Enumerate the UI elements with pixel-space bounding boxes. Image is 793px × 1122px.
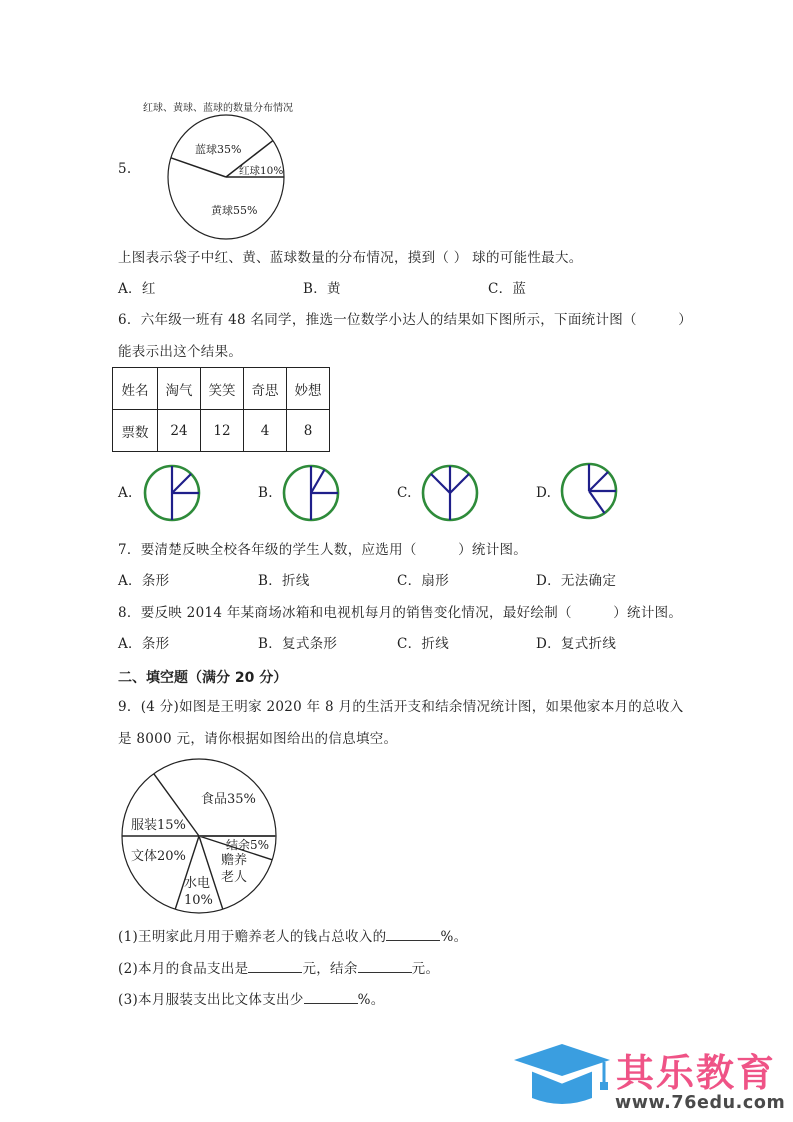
q6-stem-line1: 6．六年级一班有 48 名同学，推选一位数学小达人的结果如下图所示，下面统计图（ ） [118,312,693,328]
table-cell: 淘气 [158,368,201,410]
table-cell: 8 [287,410,330,452]
q6-option-a-label: A. [118,485,133,501]
table-cell: 4 [244,410,287,452]
pie1-label-red: 红球10% [239,165,284,177]
q7-option-a: A．条形 [118,573,170,589]
q9-sub1-unit: %。 [440,929,468,945]
q6-option-c-label: C. [397,485,412,501]
pie2-label-utilities: 水电 [184,876,211,891]
table-cell: 姓名 [113,368,158,410]
table-cell: 笑笑 [201,368,244,410]
pie-chart-expenses [114,751,284,921]
answer-blank[interactable] [304,990,358,1004]
mini-pie-spoke [589,472,608,491]
graduation-cap-icon [512,1040,612,1110]
pie2-label-clothing: 服装15% [131,818,186,833]
pie1-slice-boundary [171,158,226,177]
q5-option-c: C．蓝 [488,281,527,297]
q5-option-b: B．黄 [303,281,341,297]
q6-option-b-pie [281,463,341,523]
logo-name: 其乐教育 [616,1051,777,1095]
q6-option-d-label: D. [536,485,552,501]
q6-option-a-pie [142,463,202,523]
pie2-label-utilities-pct: 10% [184,893,213,908]
mini-pie-spoke [311,470,325,493]
q5-stem: 上图表示袋子中红、黄、蓝球数量的分布情况，摸到（ ） 球的可能性最大。 [118,250,583,266]
q9-sub1-text: (1)王明家此月用于赡养老人的钱占总收入的 [118,929,387,945]
section-heading-fill-in: 二、填空题（满分 20 分） [118,670,288,686]
q9-sub2-mid: 元，结余 [302,961,358,977]
question-number-5: 5. [118,161,132,177]
answer-blank[interactable] [248,959,302,973]
q9-sub3-text: (3)本月服装支出比文体支出少 [118,992,304,1008]
chart-title-balls: 红球、黄球、蓝球的数量分布情况 [143,103,293,114]
logo-url: www.76edu.com [615,1093,786,1113]
q9-sub2 [118,959,439,978]
q6-option-b-label: B. [258,485,273,501]
q5-option-a: A．红 [118,281,156,297]
q9-stem-line1: 9．(4 分)如图是王明家 2020 年 8 月的生活开支和结余情况统计图，如果他家本月的总收入 [118,699,684,715]
pie2-label-elder: 赡养 [221,853,248,868]
q9-stem-line2: 是 8000 元，请你根据如图给出的信息填空。 [118,731,398,747]
answer-blank[interactable] [386,927,440,941]
q8-option-d: D．复式折线 [536,636,617,652]
q9-sub3-unit: %。 [357,992,385,1008]
q7-option-d: D．无法确定 [536,573,617,589]
answer-blank[interactable] [358,959,412,973]
table-cell: 奇思 [244,368,287,410]
votes-table [112,367,330,452]
pie2-label-culture: 文体20% [131,849,186,864]
table-cell: 票数 [113,410,158,452]
q9-sub2-unit: 元。 [411,961,440,977]
table-cell: 12 [201,410,244,452]
q7-option-b: B．折线 [258,573,310,589]
table-row [113,410,330,452]
pie1-label-blue: 蓝球35% [195,143,242,156]
q6-option-c-pie [420,463,480,523]
table-header-row [113,368,330,410]
q6-option-d-pie [559,461,619,521]
q7-option-c: C．扇形 [397,573,450,589]
pie2-label-savings: 结余5% [226,838,270,852]
table-cell: 24 [158,410,201,452]
q9-sub2-text: (2)本月的食品支出是 [118,961,249,977]
pie2-label-food: 食品35% [201,792,256,807]
q8-option-b: B．复式条形 [258,636,338,652]
q9-sub1 [118,927,467,946]
mini-pie-spoke [589,491,604,513]
table-cell: 妙想 [287,368,330,410]
mini-pie-spoke [172,474,191,493]
mini-pie-spoke [450,474,469,493]
pie1-label-yellow: 黄球55% [211,204,258,217]
q8-stem: 8．要反映 2014 年某商场冰箱和电视机每月的销售变化情况，最好绘制（ ）统计图。 [118,605,683,621]
pie2-label-elder-2: 老人 [221,870,248,885]
q8-option-a: A．条形 [118,636,170,652]
q6-stem-line2: 能表示出这个结果。 [118,344,243,360]
q9-sub3 [118,990,385,1009]
q7-stem: 7．要清楚反映全校各年级的学生人数，应选用（ ）统计图。 [118,542,528,558]
mini-pie-spoke [431,474,450,493]
pie-chart-balls [161,112,291,242]
q8-option-c: C．折线 [397,636,450,652]
